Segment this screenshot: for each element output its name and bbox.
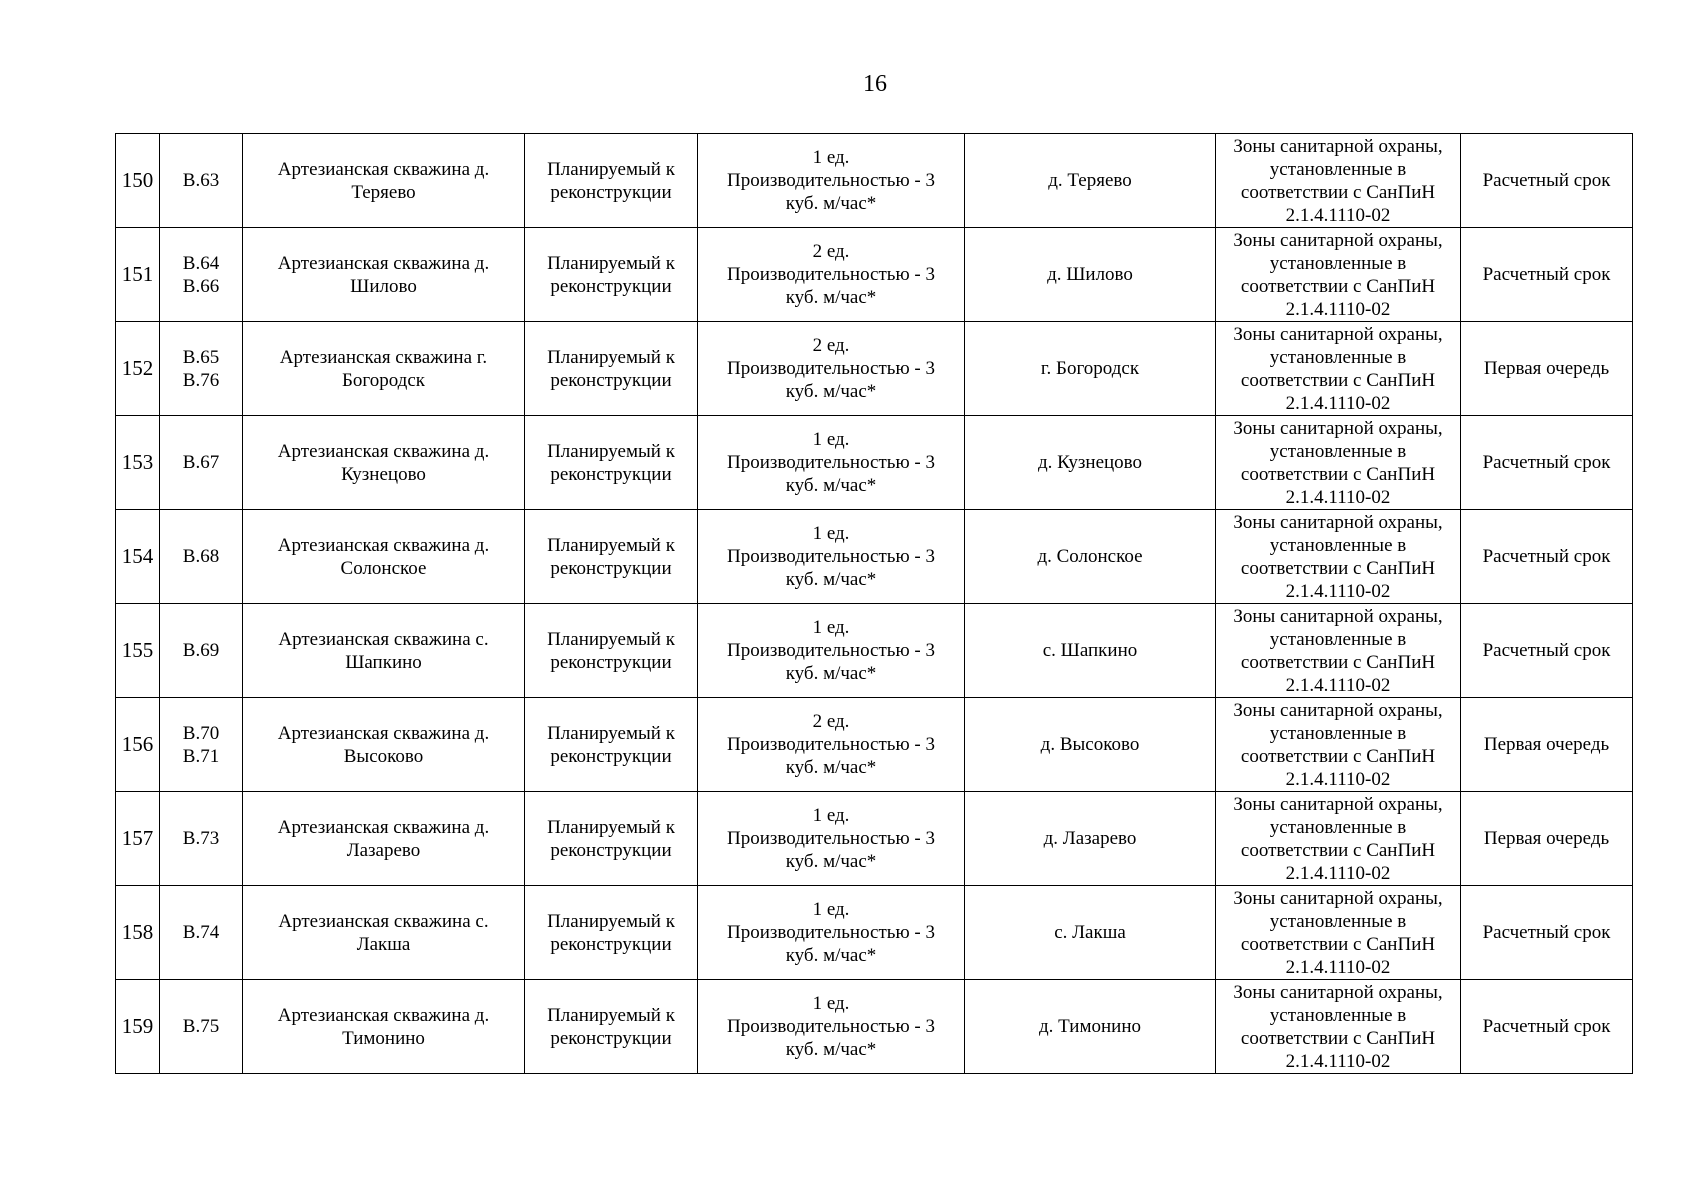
object-location: д. Солонское — [965, 510, 1216, 604]
object-capacity: 1 ед. Производительностью - 3 куб. м/час* — [698, 886, 965, 980]
implementation-term: Первая очередь — [1461, 792, 1633, 886]
object-capacity: 1 ед. Производительностью - 3 куб. м/час* — [698, 134, 965, 228]
implementation-term: Расчетный срок — [1461, 980, 1633, 1074]
object-status: Планируемый к реконструкции — [525, 228, 698, 322]
protection-zones: Зоны санитарной охраны, установленные в соответствии с СанПиН 2.1.4.1110-02 — [1216, 698, 1461, 792]
protection-zones: Зоны санитарной охраны, установленные в соответствии с СанПиН 2.1.4.1110-02 — [1216, 228, 1461, 322]
object-code: В.68 — [160, 510, 243, 604]
table-row — [116, 698, 1633, 792]
object-status: Планируемый к реконструкции — [525, 604, 698, 698]
object-name: Артезианская скважина д. Тимонино — [243, 980, 525, 1074]
protection-zones: Зоны санитарной охраны, установленные в соответствии с СанПиН 2.1.4.1110-02 — [1216, 416, 1461, 510]
object-location: д. Высоково — [965, 698, 1216, 792]
table-row — [116, 604, 1633, 698]
implementation-term: Расчетный срок — [1461, 416, 1633, 510]
object-capacity: 2 ед. Производительностью - 3 куб. м/час* — [698, 698, 965, 792]
object-code: В.65 В.76 — [160, 322, 243, 416]
object-name: Артезианская скважина д. Шилово — [243, 228, 525, 322]
object-location: с. Лакша — [965, 886, 1216, 980]
protection-zones: Зоны санитарной охраны, установленные в соответствии с СанПиН 2.1.4.1110-02 — [1216, 980, 1461, 1074]
object-status: Планируемый к реконструкции — [525, 322, 698, 416]
implementation-term: Расчетный срок — [1461, 604, 1633, 698]
object-status: Планируемый к реконструкции — [525, 416, 698, 510]
implementation-term: Расчетный срок — [1461, 510, 1633, 604]
protection-zones: Зоны санитарной охраны, установленные в соответствии с СанПиН 2.1.4.1110-02 — [1216, 134, 1461, 228]
object-capacity: 1 ед. Производительностью - 3 куб. м/час* — [698, 510, 965, 604]
row-number: 157 — [116, 792, 160, 886]
implementation-term: Первая очередь — [1461, 322, 1633, 416]
row-number: 152 — [116, 322, 160, 416]
object-capacity: 1 ед. Производительностью - 3 куб. м/час* — [698, 792, 965, 886]
row-number: 151 — [116, 228, 160, 322]
protection-zones: Зоны санитарной охраны, установленные в соответствии с СанПиН 2.1.4.1110-02 — [1216, 886, 1461, 980]
table-row — [116, 322, 1633, 416]
facilities-table — [115, 133, 1633, 1074]
object-status: Планируемый к реконструкции — [525, 792, 698, 886]
object-code: В.70 В.71 — [160, 698, 243, 792]
object-location: д. Кузнецово — [965, 416, 1216, 510]
object-code: В.64 В.66 — [160, 228, 243, 322]
object-name: Артезианская скважина д. Кузнецово — [243, 416, 525, 510]
object-code: В.75 — [160, 980, 243, 1074]
table-body — [116, 134, 1633, 1074]
row-number: 156 — [116, 698, 160, 792]
implementation-term: Расчетный срок — [1461, 228, 1633, 322]
object-location: с. Шапкино — [965, 604, 1216, 698]
object-location: д. Шилово — [965, 228, 1216, 322]
table-row — [116, 980, 1633, 1074]
table-row — [116, 228, 1633, 322]
implementation-term: Первая очередь — [1461, 698, 1633, 792]
table-row — [116, 416, 1633, 510]
object-name: Артезианская скважина д. Высоково — [243, 698, 525, 792]
table-row — [116, 510, 1633, 604]
object-location: д. Теряево — [965, 134, 1216, 228]
table-row — [116, 792, 1633, 886]
object-capacity: 1 ед. Производительностью - 3 куб. м/час* — [698, 980, 965, 1074]
row-number: 153 — [116, 416, 160, 510]
object-capacity: 2 ед. Производительностью - 3 куб. м/час* — [698, 322, 965, 416]
table-row — [116, 134, 1633, 228]
protection-zones: Зоны санитарной охраны, установленные в соответствии с СанПиН 2.1.4.1110-02 — [1216, 604, 1461, 698]
object-capacity: 2 ед. Производительностью - 3 куб. м/час* — [698, 228, 965, 322]
table-row — [116, 886, 1633, 980]
implementation-term: Расчетный срок — [1461, 134, 1633, 228]
row-number: 155 — [116, 604, 160, 698]
protection-zones: Зоны санитарной охраны, установленные в соответствии с СанПиН 2.1.4.1110-02 — [1216, 322, 1461, 416]
object-name: Артезианская скважина с. Лакша — [243, 886, 525, 980]
object-capacity: 1 ед. Производительностью - 3 куб. м/час* — [698, 416, 965, 510]
protection-zones: Зоны санитарной охраны, установленные в соответствии с СанПиН 2.1.4.1110-02 — [1216, 792, 1461, 886]
object-location: д. Тимонино — [965, 980, 1216, 1074]
object-name: Артезианская скважина с. Шапкино — [243, 604, 525, 698]
object-capacity: 1 ед. Производительностью - 3 куб. м/час* — [698, 604, 965, 698]
protection-zones: Зоны санитарной охраны, установленные в соответствии с СанПиН 2.1.4.1110-02 — [1216, 510, 1461, 604]
row-number: 159 — [116, 980, 160, 1074]
object-code: В.74 — [160, 886, 243, 980]
row-number: 158 — [116, 886, 160, 980]
object-code: В.73 — [160, 792, 243, 886]
object-status: Планируемый к реконструкции — [525, 886, 698, 980]
row-number: 154 — [116, 510, 160, 604]
object-location: г. Богородск — [965, 322, 1216, 416]
object-status: Планируемый к реконструкции — [525, 698, 698, 792]
page-number: 16 — [863, 71, 887, 97]
object-status: Планируемый к реконструкции — [525, 510, 698, 604]
object-status: Планируемый к реконструкции — [525, 980, 698, 1074]
object-code: В.63 — [160, 134, 243, 228]
object-code: В.67 — [160, 416, 243, 510]
implementation-term: Расчетный срок — [1461, 886, 1633, 980]
object-code: В.69 — [160, 604, 243, 698]
row-number: 150 — [116, 134, 160, 228]
object-name: Артезианская скважина д. Лазарево — [243, 792, 525, 886]
object-location: д. Лазарево — [965, 792, 1216, 886]
object-name: Артезианская скважина д. Теряево — [243, 134, 525, 228]
object-status: Планируемый к реконструкции — [525, 134, 698, 228]
object-name: Артезианская скважина д. Солонское — [243, 510, 525, 604]
object-name: Артезианская скважина г. Богородск — [243, 322, 525, 416]
